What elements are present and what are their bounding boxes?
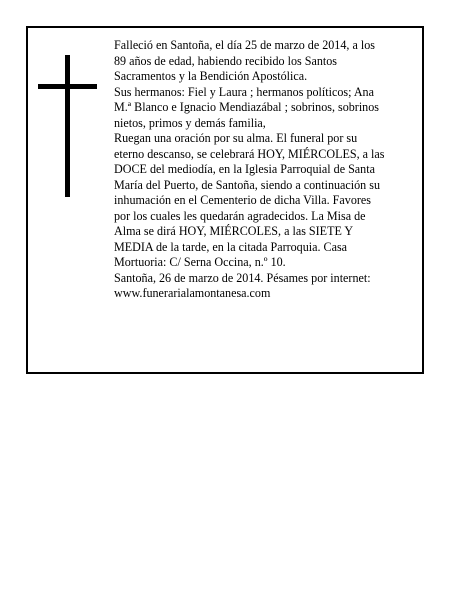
obituary-line: eterno descanso, se celebrará HOY, MIÉRCOLES, a las xyxy=(114,146,385,161)
obituary-line: Falleció en Santoña, el día 25 de marzo de 2014, a los xyxy=(114,38,375,52)
obituary-text xyxy=(114,38,418,302)
obituary-line: Alma se dirá HOY, MIÉRCOLES, a las SIETE Y xyxy=(114,224,354,238)
obituary-line: M.ª Blanco e Ignacio Mendiazábal ; sobrinos, sobrinos xyxy=(114,100,379,114)
obituary-line: por los cuales les quedarán agradecidos. La Misa de xyxy=(114,208,366,223)
cross-horizontal-bar xyxy=(38,84,97,89)
obituary-line: inhumación en el Cementerio de dicha Villa. Favores xyxy=(114,193,371,207)
obituary-line: Ruegan una oración por su alma. El funeral por su xyxy=(114,131,358,145)
obituary-line: Santoña, 26 de marzo de 2014. Pésames por internet: xyxy=(114,270,371,285)
obituary-line: Mortuoria: C/ Serna Occina, n.º 10. xyxy=(114,255,286,269)
obituary-line: DOCE del mediodía, en la Iglesia Parroquial de Santa xyxy=(114,162,375,176)
obituary-line: Sus hermanos: Fiel y Laura ; hermanos políticos; Ana xyxy=(114,84,374,99)
obituary-line: 89 años de edad, habiendo recibido los Santos xyxy=(114,53,338,68)
obituary-line: nietos, primos y demás familia, xyxy=(114,115,266,130)
obituary-line: María del Puerto, de Santoña, siendo a continuación su xyxy=(114,177,380,192)
cross-vertical-bar xyxy=(65,55,70,197)
website-link[interactable]: www.funerarialamontanesa.com xyxy=(114,286,271,300)
obituary-line: MEDIA de la tarde, en la citada Parroquia. Casa xyxy=(114,239,348,254)
obituary-line: Sacramentos y la Bendición Apostólica. xyxy=(114,69,308,83)
